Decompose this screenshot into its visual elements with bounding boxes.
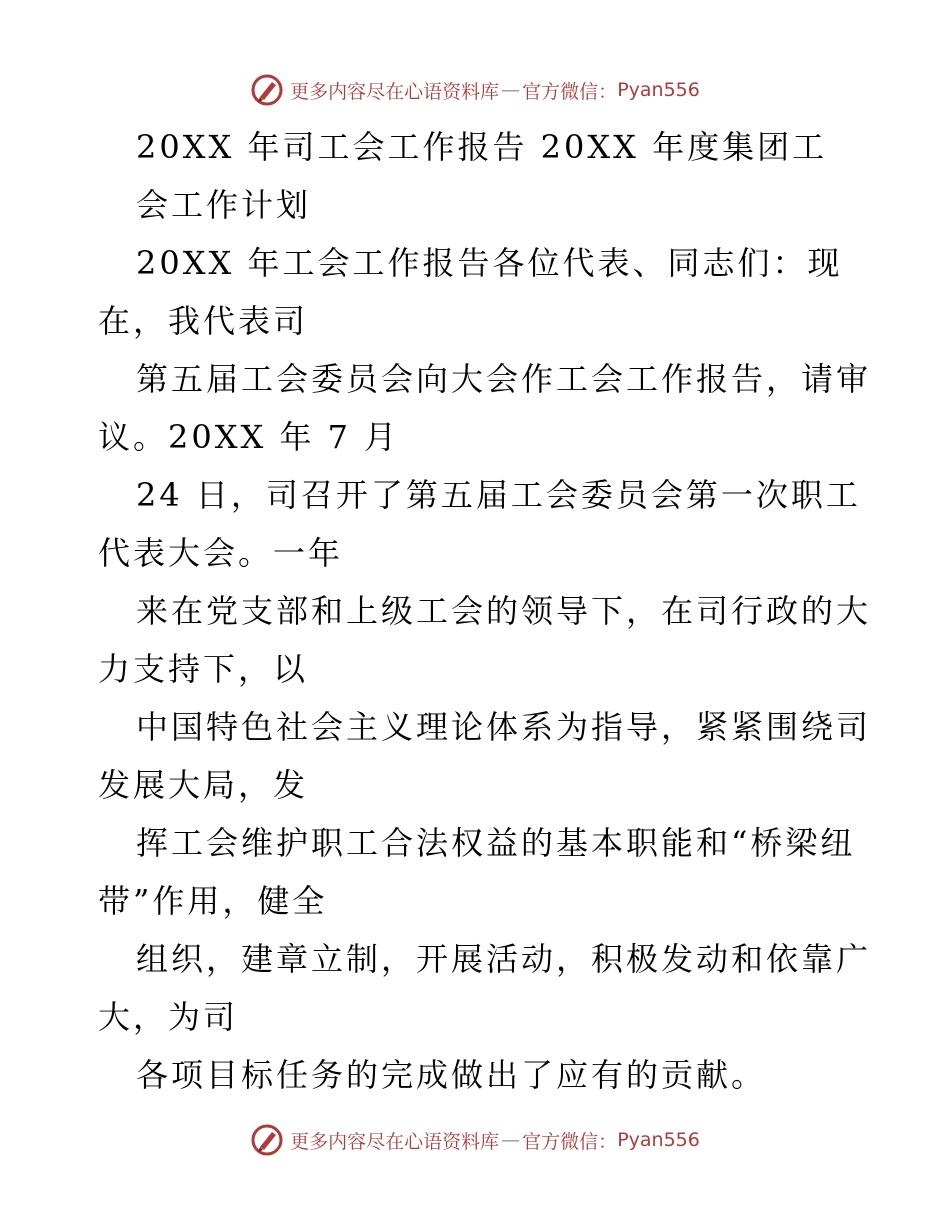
watermark-contact-label: 官方微信： — [522, 1130, 618, 1153]
document-body — [98, 118, 872, 1104]
text-line: 组织，建章立制，开展活动，积极发动和依靠广 — [136, 940, 872, 978]
text-line: 20XX 年司工会工作报告 20XX 年度集团工 — [136, 128, 828, 166]
text-line: 挥工会维护职工合法权益的基本职能和“桥梁纽 — [136, 824, 856, 862]
header-watermark — [0, 70, 950, 110]
text-line: 议。20XX 年 7 月 — [98, 418, 400, 456]
text-line: 来在党支部和上级工会的领导下，在司行政的大 — [136, 592, 872, 630]
text-line: 24 日，司召开了第五届工会委员会第一次职工 — [136, 476, 861, 514]
text-line: 力支持下，以 — [98, 650, 309, 688]
text-line: 大，为司 — [98, 998, 239, 1036]
pen-logo-icon — [250, 73, 284, 107]
text-line: 带”作用，健全 — [98, 882, 328, 920]
watermark-contact-id: Pyan556 — [617, 79, 700, 101]
pen-logo-icon — [250, 1123, 284, 1157]
watermark-text: 更多内容尽在心语资料库 — [290, 1130, 500, 1153]
watermark-contact-id: Pyan556 — [617, 1129, 700, 1151]
text-line: 发展大局，发 — [98, 766, 309, 804]
text-line: 中国特色社会主义理论体系为指导，紧紧围绕司 — [136, 708, 872, 746]
footer-watermark — [0, 1120, 950, 1160]
text-line: 会工作计划 — [136, 186, 312, 224]
watermark-separator: — — [501, 1129, 521, 1151]
watermark-contact-label: 官方微信： — [522, 80, 618, 103]
text-line: 各项目标任务的完成做出了应有的贡献。 — [136, 1056, 767, 1094]
text-line: 20XX 年工会工作报告各位代表、同志们：现 — [136, 244, 843, 282]
text-line: 代表大会。一年 — [98, 534, 344, 572]
text-line: 在，我代表司 — [98, 302, 309, 340]
text-line: 第五届工会委员会向大会作工会工作报告，请审 — [136, 360, 872, 398]
watermark-text: 更多内容尽在心语资料库 — [290, 80, 500, 103]
watermark-separator: — — [501, 79, 521, 101]
